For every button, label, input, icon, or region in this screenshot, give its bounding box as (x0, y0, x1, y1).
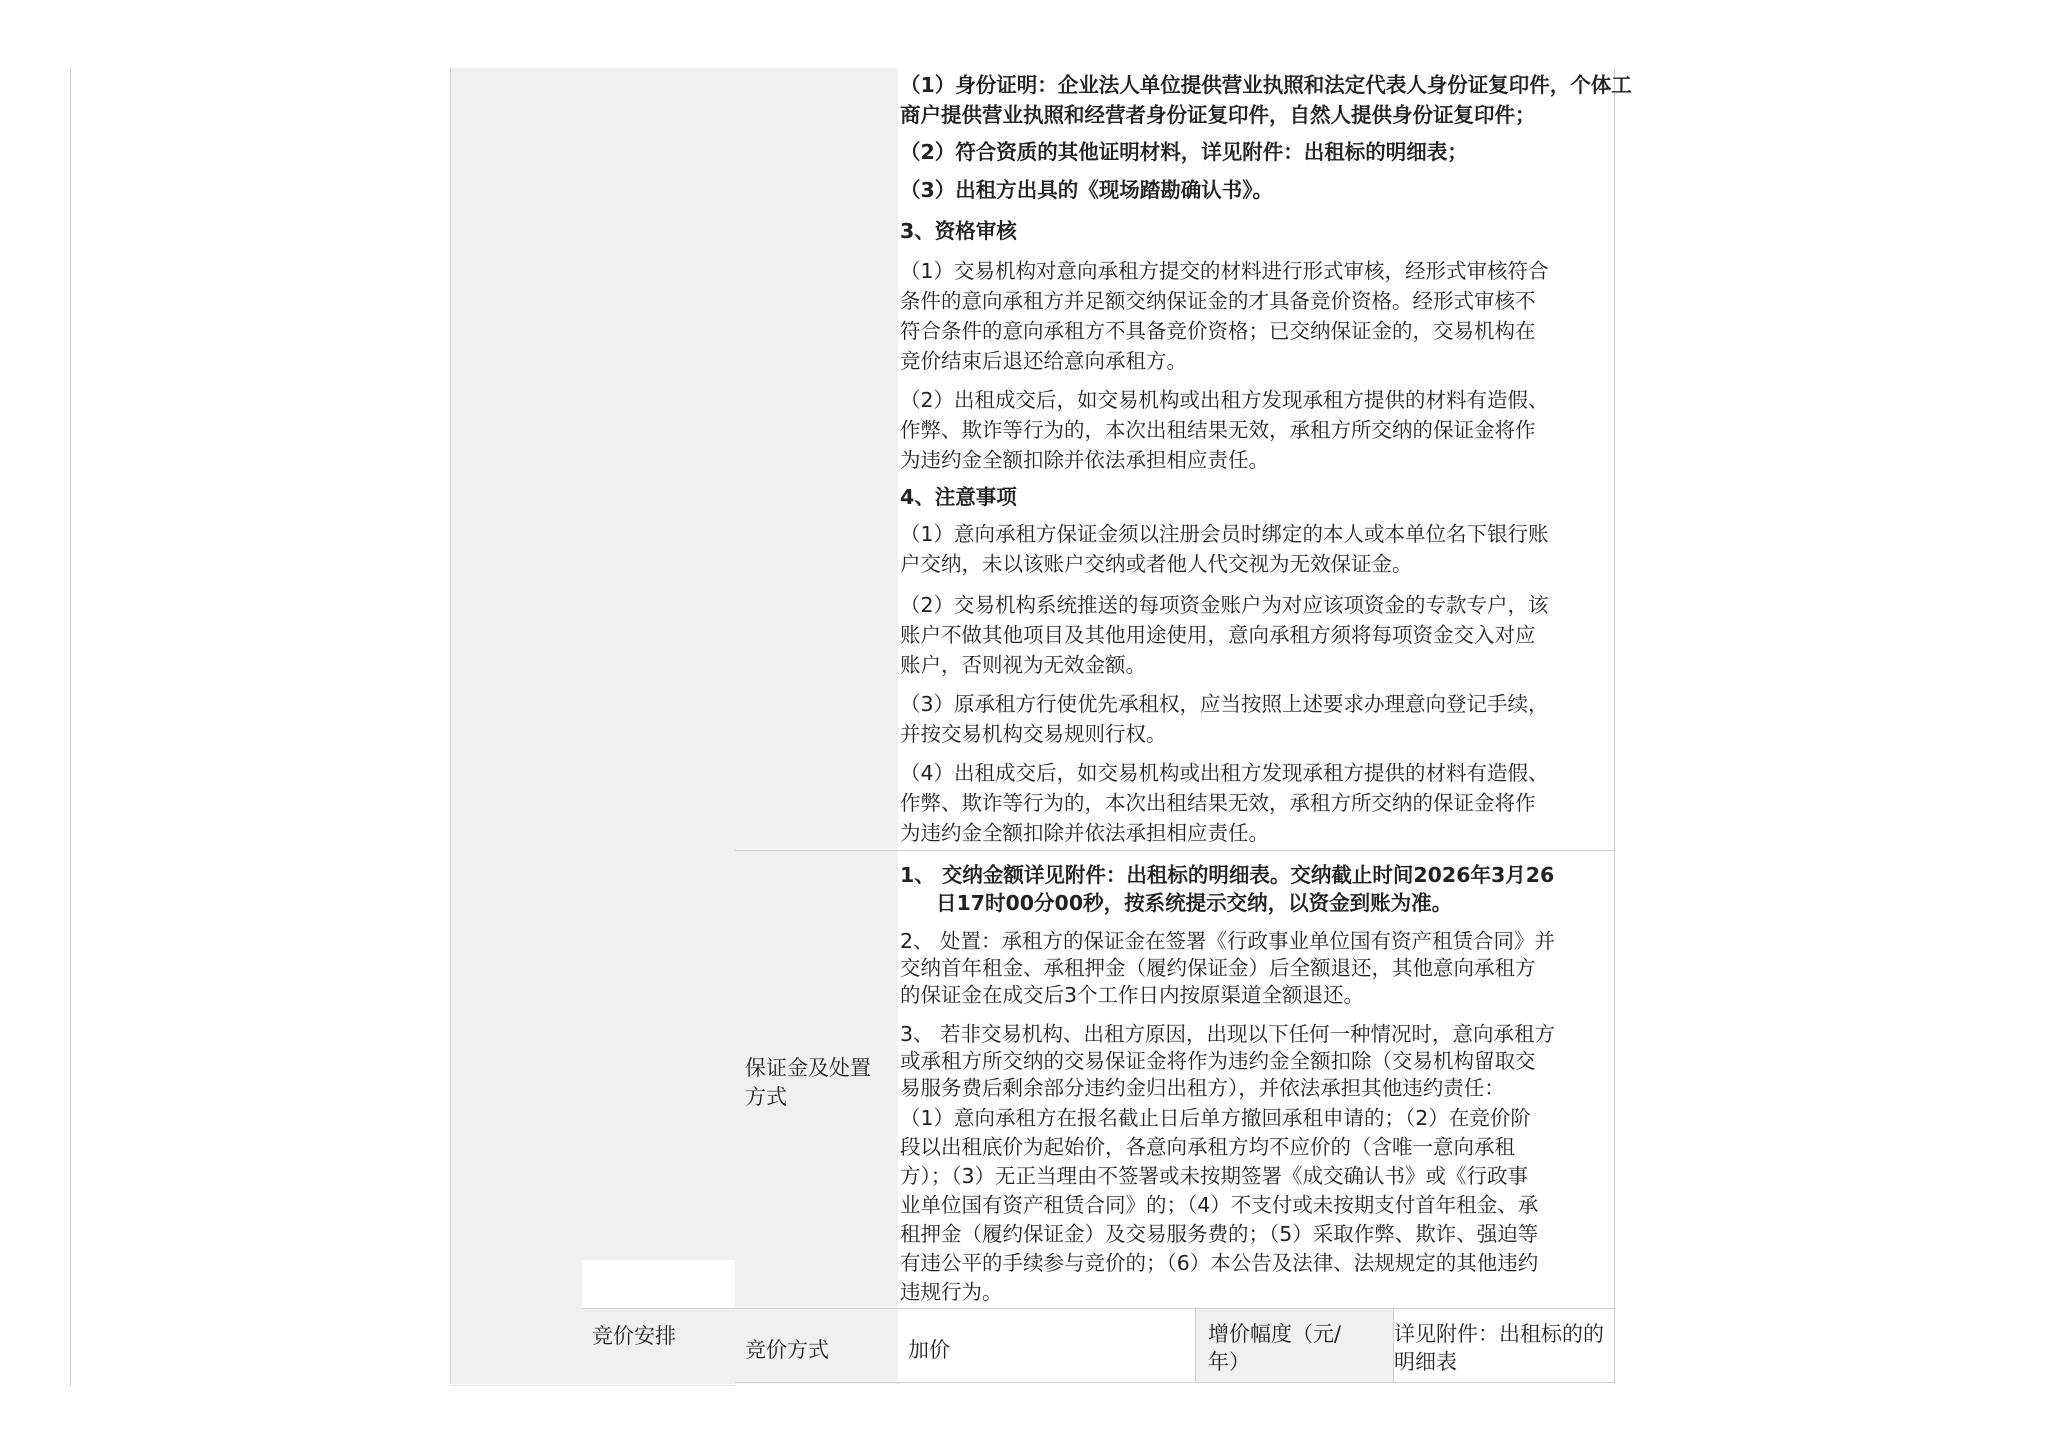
text-line: 的保证金在成交后3个工作日内按原渠道全额退还。 (900, 983, 1365, 1007)
text-line: （1）意向承租方在报名截止日后单方撤回承租申请的；（2）在竞价阶 (900, 1106, 1531, 1130)
text-line: 为违约金全额扣除并依法承担相应责任。 (900, 821, 1269, 845)
text-line: （4）出租成交后，如交易机构或出租方发现承租方提供的材料有造假、 (900, 761, 1549, 785)
text-line: 方）；（3）无正当理由不签署或未按期签署《成交确认书》或《行政事 (900, 1164, 1529, 1188)
text-line: 账户，否则视为无效金额。 (900, 653, 1146, 677)
increment-value: 详见附件：出租标的的 (1394, 1322, 1604, 1346)
increment-value: 明细表 (1394, 1350, 1457, 1374)
bidding-method-label: 竞价方式 (745, 1338, 829, 1362)
text-line: 违规行为。 (900, 1280, 1003, 1304)
increment-label: 年） (1208, 1350, 1250, 1374)
label-column (735, 68, 898, 1384)
text-line: 有违公平的手续参与竞价的；（6）本公告及法律、法规规定的其他违约 (900, 1251, 1539, 1275)
text-line: 并按交易机构交易规则行权。 (900, 722, 1167, 746)
text-line: 交纳首年租金、承租押金（履约保证金）后全额退还，其他意向承租方 (900, 956, 1536, 980)
subsection-gap (582, 1260, 735, 1308)
text-line: 1、 交纳金额详见附件：出租标的明细表。交纳截止时间2026年3月26 (900, 863, 1555, 887)
text-line: （2）符合资质的其他证明材料，详见附件：出租标的明细表； (900, 140, 1468, 164)
bidding-section-label: 竞价安排 (592, 1324, 676, 1348)
bidding-method-value: 加价 (908, 1338, 950, 1362)
text-line: （3）出租方出具的《现场踏勘确认书》。 (900, 178, 1274, 202)
text-line: 业单位国有资产租赁合同》的；（4）不支付或未按期支付首年租金、承 (900, 1193, 1539, 1217)
text-line: 商户提供营业执照和经营者身份证复印件，自然人提供身份证复印件； (900, 103, 1536, 127)
heading-notes: 4、注意事项 (900, 485, 1017, 509)
table-bottom-border (735, 1382, 1614, 1383)
text-line: （3）原承租方行使优先承租权，应当按照上述要求办理意向登记手续， (900, 692, 1549, 716)
text-line: 条件的意向承租方并足额交纳保证金的才具备竞价资格。经形式审核不 (900, 289, 1536, 313)
text-line: （1）交易机构对意向承租方提交的材料进行形式审核，经形式审核符合 (900, 259, 1549, 283)
column-divider (450, 68, 451, 1384)
text-line: （2）交易机构系统推送的每项资金账户为对应该项资金的专款专户，该 (900, 593, 1549, 617)
text-line: 日17时00分00秒，按系统提示交纳，以资金到账为准。 (936, 891, 1453, 915)
text-line: 账户不做其他项目及其他用途使用，意向承租方须将每项资金交入对应 (900, 623, 1536, 647)
text-line: 3、 若非交易机构、出租方原因，出现以下任何一种情况时，意向承租方 (900, 1022, 1556, 1046)
table-right-border (1614, 68, 1615, 1384)
text-line: 竞价结束后退还给意向承租方。 (900, 349, 1187, 373)
text-line: 作弊、欺诈等行为的，本次出租结果无效，承租方所交纳的保证金将作 (900, 791, 1536, 815)
increment-label: 增价幅度（元/ (1208, 1322, 1342, 1346)
subsection-column (582, 68, 735, 1260)
row-divider (582, 1308, 1614, 1309)
text-line: 租押金（履约保证金）及交易服务费的；（5）采取作弊、欺诈、强迫等 (900, 1222, 1539, 1246)
column-bottom (450, 1385, 735, 1386)
text-line: 或承租方所交纳的交易保证金将作为违约金全额扣除（交易机构留取交 (900, 1049, 1536, 1073)
text-line: 为违约金全额扣除并依法承担相应责任。 (900, 448, 1269, 472)
section-column (450, 68, 582, 1384)
text-line: 易服务费后剩余部分违约金归出租方），并依法承担其他违约责任： (900, 1076, 1505, 1100)
text-line: （1）意向承租方保证金须以注册会员时绑定的本人或本单位名下银行账 (900, 522, 1549, 546)
heading-qualification-review: 3、资格审核 (900, 219, 1017, 243)
text-line: 符合条件的意向承租方不具备竞价资格；已交纳保证金的，交易机构在 (900, 319, 1536, 343)
text-line: （1）身份证明：企业法人单位提供营业执照和法定代表人身份证复印件，个体工 (900, 73, 1632, 97)
text-line: 户交纳，未以该账户交纳或者他人代交视为无效保证金。 (900, 552, 1413, 576)
text-line: 段以出租底价为起始价，各意向承租方均不应价的（含唯一意向承租 (900, 1135, 1515, 1159)
text-line: 2、 处置：承租方的保证金在签署《行政事业单位国有资产租赁合同》并 (900, 929, 1556, 953)
page-left-border (70, 68, 71, 1386)
text-line: 作弊、欺诈等行为的，本次出租结果无效，承租方所交纳的保证金将作 (900, 418, 1536, 442)
cell-divider (1195, 1308, 1196, 1382)
row-divider (735, 850, 1614, 851)
deposit-label: 保证金及处置 (745, 1056, 871, 1080)
deposit-label: 方式 (745, 1085, 787, 1109)
text-line: （2）出租成交后，如交易机构或出租方发现承租方提供的材料有造假、 (900, 388, 1549, 412)
